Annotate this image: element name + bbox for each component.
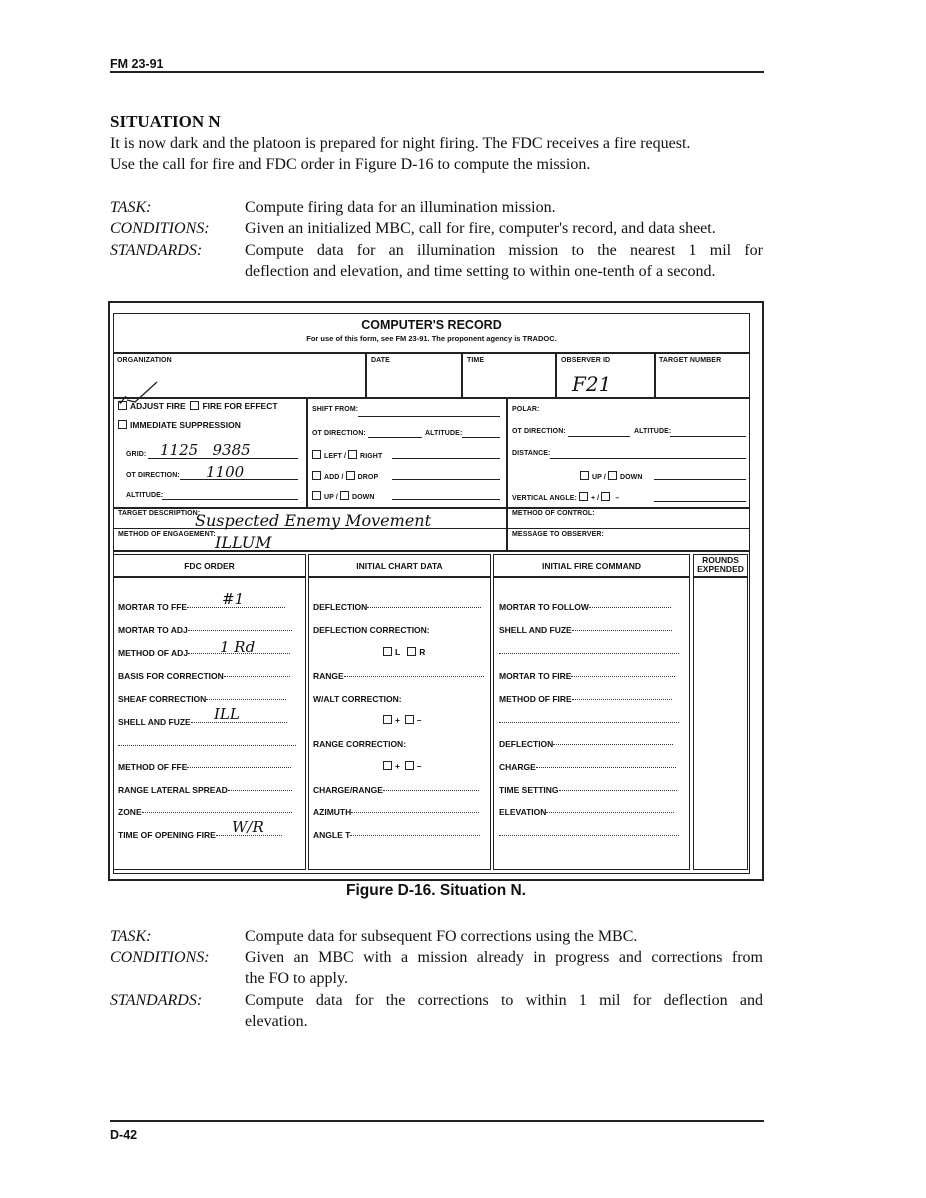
right-ot-direction-field[interactable] [568,424,630,437]
rounds-expended-header [693,556,748,574]
footer-rule [110,1120,764,1122]
right-up-checkbox[interactable] [580,471,589,480]
minus-checkbox[interactable] [601,492,610,501]
target-description-value[interactable]: Suspected Enemy Movement [195,511,432,530]
column-header-rule [113,576,306,578]
mid-altitude-label: ALTITUDE: [425,430,463,437]
fdc-row[interactable] [118,648,300,658]
form-title: COMPUTER'S RECORD [361,318,502,332]
l-checkbox[interactable] [383,647,392,656]
up-down-option[interactable]: UP / DOWN [312,491,375,501]
mid-ot-direction-label: OT DIRECTION: [312,430,366,437]
fdc-row-label: METHOD OF FFE [118,762,188,772]
distance-label: DISTANCE: [512,450,551,457]
command-row[interactable] [499,807,681,817]
command-row[interactable] [499,694,681,704]
azimuth-row[interactable] [313,807,487,817]
conditions-text: Given an initialized MBC, call for fire, computer's record, and data sheet. [245,220,716,237]
drop-checkbox[interactable] [346,471,355,480]
walt-minus-label: – [416,715,422,725]
command-row-label: CHARGE [499,762,536,772]
adjust-fire-check-icon: ✓ [117,393,129,409]
adjust-fire-option[interactable] [118,401,278,411]
command-row[interactable] [499,762,681,772]
add-checkbox[interactable] [312,471,321,480]
walt-minus-checkbox[interactable] [405,715,414,724]
immediate-suppression-label: IMMEDIATE SUPPRESSION [130,420,241,430]
plus-checkbox[interactable] [579,492,588,501]
standards-text-2: elevation. [245,1013,308,1030]
right-down-checkbox[interactable] [608,471,617,480]
shift-from-field[interactable] [358,404,500,417]
task-text: Compute firing data for an illumination mission. [245,199,556,216]
task-text: Compute data for subsequent FO corrections using the MBC. [245,928,638,945]
rounds-header-line-2: EXPENDED [697,564,744,574]
charge-range-label: CHARGE/RANGE [313,785,383,795]
fdc-row-label: TIME OF OPENING FIRE [118,830,216,840]
fdc-row-label: SHELL AND FUZE [118,717,191,727]
method-of-engagement-label: METHOD OF ENGAGEMENT: [118,531,216,538]
walt-correction-options[interactable] [383,715,421,725]
right-down-label: DOWN [619,474,643,481]
right-up-down-option[interactable] [580,471,643,481]
column-header-rule [493,576,690,578]
method-of-engagement-value[interactable]: ILLUM [215,533,272,552]
distance-field[interactable] [550,446,746,459]
fdc-order-header: FDC ORDER [184,561,235,571]
mid-altitude-field[interactable] [462,426,500,438]
chart-range-row[interactable] [313,671,487,681]
column-header-rule [308,576,491,578]
command-row-label: MORTAR TO FOLLOW [499,602,589,612]
mid-ot-direction-field[interactable] [368,426,422,438]
task-label: TASK: [110,928,152,945]
range-minus-label: – [416,761,422,771]
command-row[interactable] [499,671,681,681]
range-correction-label: RANGE CORRECTION: [313,739,407,749]
walt-plus-checkbox[interactable] [383,715,392,724]
range-minus-checkbox[interactable] [405,761,414,770]
organization-label: ORGANIZATION [117,357,172,364]
adjust-fire-label: ADJUST FIRE [130,401,186,411]
vertical-angle-label: VERTICAL ANGLE: [512,495,577,502]
fdc-row-label: MORTAR TO FFE [118,602,188,612]
up-down-field[interactable] [392,487,500,500]
vertical-angle-option[interactable] [512,492,619,502]
ot-direction-label: OT DIRECTION: [126,472,180,479]
immediate-suppression-checkbox[interactable] [118,420,127,429]
observer-id-value[interactable]: F21 [572,372,612,396]
left-right-field[interactable] [392,446,500,459]
form-divider [555,352,557,397]
minus-label: – [615,495,620,502]
column-header-rule [693,576,748,578]
fdc-row-value: 1 Rd [220,638,256,656]
method-of-control-label: METHOD OF CONTROL: [512,510,595,517]
fdc-row[interactable] [118,830,300,840]
page-number: D-42 [110,1128,138,1142]
command-row-label: SHELL AND FUZE [499,625,572,635]
form-divider [113,397,750,399]
ot-direction-value: 1100 [206,463,245,481]
standards-text-1: Compute data for the corrections to within 1 mil for deflection and [245,992,763,1009]
observer-id-label: OBSERVER ID [561,357,611,364]
down-checkbox[interactable] [340,491,349,500]
fdc-row-label: MORTAR TO ADJ [118,625,188,635]
situation-title: SITUATION N [110,112,221,131]
standards-label: STANDARDS: [110,992,203,1009]
altitude-label: ALTITUDE: [126,492,164,499]
fdc-row[interactable] [118,602,300,612]
command-row-label: MORTAR TO FIRE [499,671,572,681]
fdc-row-label: BASIS FOR CORRECTION [118,671,224,681]
fdc-row[interactable] [118,717,300,727]
time-label: TIME [467,357,485,364]
right-up-label: UP / [592,474,606,481]
ffe-checkbox[interactable] [190,401,199,410]
vertical-angle-field[interactable] [654,489,746,502]
drop-label: DROP [357,474,379,481]
fdc-row-label: ZONE [118,807,142,817]
fdc-row-value: #1 [222,590,245,608]
angle-t-row[interactable] [313,830,487,840]
grid-label: GRID: [126,451,147,458]
target-description-label: TARGET DESCRIPTION: [118,510,201,517]
standards-label: STANDARDS: [110,242,203,259]
chart-deflection-row[interactable] [313,602,487,612]
fdc-row-value: ILL [214,705,240,723]
conditions-label: CONDITIONS: [110,949,210,966]
header-rule [110,71,764,73]
command-row[interactable] [499,625,681,635]
up-checkbox[interactable] [312,491,321,500]
right-altitude-field[interactable] [670,424,746,437]
figure-caption: Figure D-16. Situation N. [346,882,526,899]
command-row-label: METHOD OF FIRE [499,694,572,704]
plus-label: + / [590,495,600,502]
r-checkbox[interactable] [407,647,416,656]
left-right-option[interactable] [312,450,382,460]
fdc-row-value: W/R [232,818,264,836]
right-up-down-field[interactable] [654,467,746,480]
right-label: RIGHT [360,453,383,460]
add-label: ADD / [324,474,344,481]
command-row-blank[interactable] [499,717,681,727]
form-divider [113,550,750,552]
rounds-header-line-1: ROUNDS [702,555,739,565]
form-divider [506,397,508,507]
altitude-field[interactable] [162,486,298,500]
command-row-label: DEFLECTION [499,739,554,749]
form-divider [113,507,750,509]
header-doc-id: FM 23-91 [110,57,164,71]
chart-deflection-label: DEFLECTION [313,602,368,612]
angle-t-label: ANGLE T [313,830,351,840]
command-row-label: TIME SETTING [499,785,559,795]
initial-chart-data-header: INITIAL CHART DATA [356,561,443,571]
fdc-row[interactable] [118,807,300,817]
polar-label: POLAR: [512,406,540,413]
fdc-row[interactable] [118,785,300,795]
command-row[interactable] [499,602,681,612]
range-plus-checkbox[interactable] [383,761,392,770]
grid-value: 1125 9385 [160,441,251,459]
form-subtitle: For use of this form, see FM 23-91. The proponent agency is TRADOC. [306,334,557,343]
initial-fire-command-header: INITIAL FIRE COMMAND [541,561,641,571]
right-checkbox[interactable] [348,450,357,459]
form-divider [306,397,308,507]
fdc-row-label: RANGE LATERAL SPREAD [118,785,228,795]
standards-text-1: Compute data for an illumination mission to the nearest 1 mil for [245,242,763,259]
charge-range-row[interactable] [313,785,487,795]
situation-intro-line-1: It is now dark and the platoon is prepared for night firing. The FDC receives a fire request. [110,135,691,152]
ffe-label: FIRE FOR EFFECT [202,401,278,411]
range-correction-options[interactable] [383,761,421,771]
shift-from-label: SHIFT FROM: [312,406,359,413]
fdc-row[interactable] [118,762,300,772]
l-label: L [395,647,401,657]
left-label: LEFT / [324,453,346,460]
form-divider [365,352,367,397]
immediate-suppression-option[interactable] [118,420,241,430]
target-number-label: TARGET NUMBER [659,357,722,364]
fdc-row-label: SHEAF CORRECTION [118,694,207,704]
add-drop-option[interactable] [312,471,378,481]
azimuth-label: AZIMUTH [313,807,352,817]
r-label: R [419,647,426,657]
form-divider [461,352,463,397]
deflection-correction-options[interactable] [383,647,425,657]
rounds-expended-box [693,554,748,870]
command-row-blank[interactable] [499,648,681,658]
walt-plus-label: + [395,715,400,725]
command-row-label: ELEVATION [499,807,547,817]
conditions-text-2: the FO to apply. [245,970,348,987]
fdc-row[interactable] [118,694,300,704]
chart-deflection-correction-label: DEFLECTION CORRECTION: [313,625,430,635]
down-label: DOWN [351,494,375,501]
fdc-row[interactable] [118,671,300,681]
conditions-text-1: Given an MBC with a mission already in progress and corrections from [245,949,763,966]
fdc-row-blank[interactable] [118,740,300,750]
fdc-row[interactable] [118,625,300,635]
range-plus-label: + [395,761,400,771]
date-label: DATE [371,357,390,364]
command-row[interactable] [499,785,681,795]
right-ot-direction-label: OT DIRECTION: [512,428,566,435]
up-label: UP [324,494,334,501]
left-checkbox[interactable] [312,450,321,459]
walt-correction-label: W/ALT CORRECTION: [313,694,402,704]
task-label: TASK: [110,199,152,216]
message-to-observer-label: MESSAGE TO OBSERVER: [512,531,604,538]
conditions-label: CONDITIONS: [110,220,210,237]
command-row-blank[interactable] [499,830,681,840]
form-divider [654,352,656,397]
situation-intro-line-2: Use the call for fire and FDC order in Figure D-16 to compute the mission. [110,156,591,173]
fdc-row-label: METHOD OF ADJ [118,648,189,658]
standards-text-2: deflection and elevation, and time setting to within one-tenth of a second. [245,263,716,280]
add-drop-field[interactable] [392,467,500,480]
chart-range-label: RANGE [313,671,344,681]
right-altitude-label: ALTITUDE: [634,428,672,435]
command-row[interactable] [499,739,681,749]
